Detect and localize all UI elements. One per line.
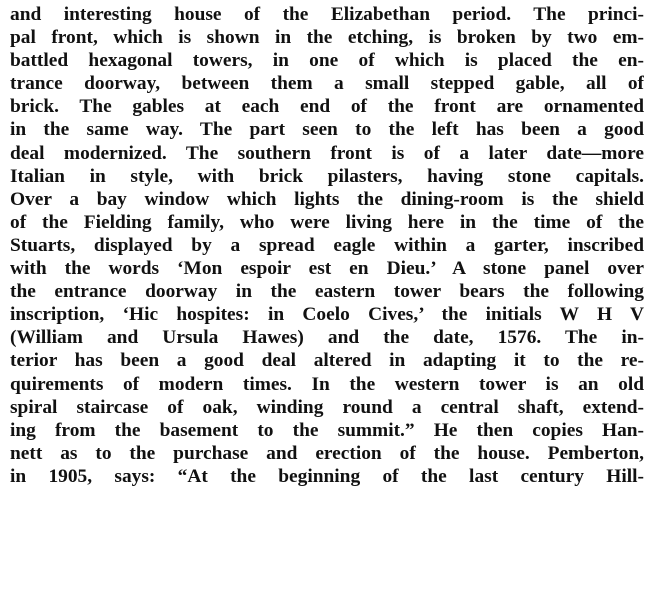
text-line: in 1905, says: “At the beginning of the last century Hill- — [10, 465, 644, 487]
text-line: Stuarts, displayed by a spread eagle within a garter, inscribed — [10, 234, 644, 256]
text-line: the entrance doorway in the eastern tower bears the following — [10, 281, 644, 303]
text-line: terior has been a good deal altered in adapting it to the re- — [10, 350, 644, 372]
text-line: spiral staircase of oak, winding round a central shaft, extend- — [10, 396, 644, 418]
text-line: pal front, which is shown in the etching, is broken by two em- — [10, 27, 644, 49]
text-line: inscription, ‘Hic hospites: in Coelo Cives,’ the initials W H V — [10, 304, 644, 326]
text-line: battled hexagonal towers, in one of which is placed the en- — [10, 50, 644, 72]
text-line: of the Fielding family, who were living here in the time of the — [10, 211, 644, 233]
text-line: ing from the basement to the summit.” He then copies Han- — [10, 419, 644, 441]
text-line: brick. The gables at each end of the front are ornamented — [10, 96, 644, 118]
text-line: (William and Ursula Hawes) and the date, 1576. The in- — [10, 327, 644, 349]
text-line: and interesting house of the Elizabethan period. The princi- — [10, 4, 644, 25]
text-line: Italian in style, with brick pilasters, having stone capitals. — [10, 165, 644, 187]
text-line: Over a bay window which lights the dining-room is the shield — [10, 188, 644, 210]
text-line: nett as to the purchase and erection of the house. Pemberton, — [10, 442, 644, 464]
text-line: in the same way. The part seen to the left has been a good — [10, 119, 644, 141]
text-line: trance doorway, between them a small stepped gable, all of — [10, 73, 644, 95]
text-line: with the words ‘Mon espoir est en Dieu.’ A stone panel over — [10, 258, 644, 280]
text-line: quirements of modern times. In the western tower is an old — [10, 373, 644, 395]
text-line: deal modernized. The southern front is of a later date—more — [10, 142, 644, 164]
document-page — [10, 3, 644, 488]
